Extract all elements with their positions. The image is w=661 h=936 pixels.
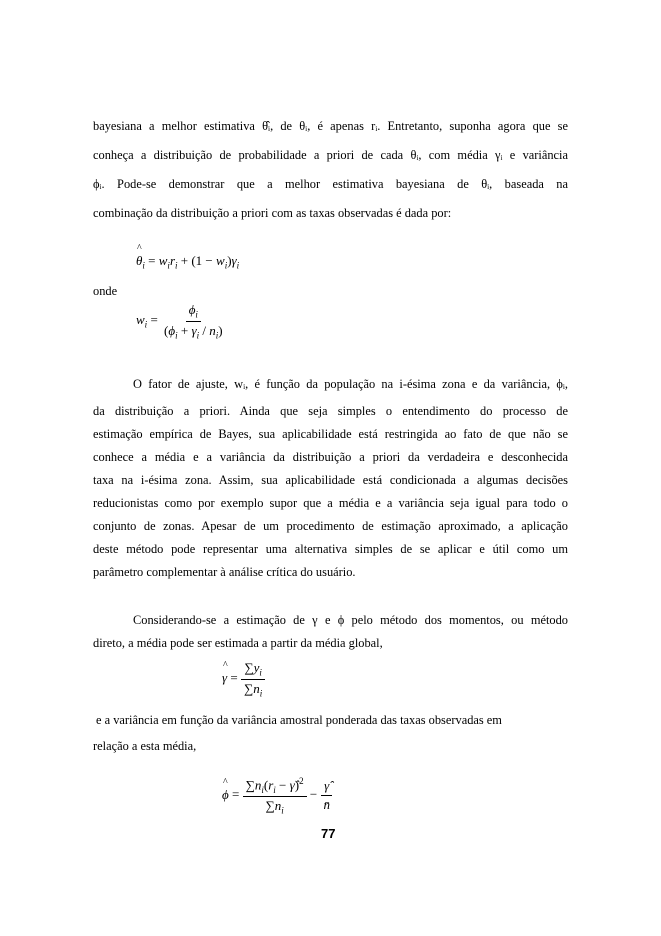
paragraph-line: Considerando-se a estimação de γ e ϕ pelo método dos momentos, ou método xyxy=(133,613,568,627)
paragraph-line: conheça a distribuição de probabilidade a priori de cada θᵢ, com média γᵢ e variância xyxy=(93,148,568,162)
paragraph-line: combinação da distribuição a priori com as taxas observadas é dada por: xyxy=(93,206,452,220)
paragraph-line: reducionistas como por exemplo supor que a média e a variância seja igual para todo o xyxy=(93,496,568,510)
paragraph-line: O fator de ajuste, wᵢ, é função da população na i-ésima zona e da variância, ϕᵢ, xyxy=(133,377,568,391)
paragraph-line: conjunto de zonas. Apesar de um procedimento de estimação aproximado, a aplicação xyxy=(93,519,568,533)
paragraph-line: estimação empírica de Bayes, sua aplicabilidade está restringida ao fato de que não se xyxy=(93,427,568,441)
page-number: 77 xyxy=(321,826,336,841)
paragraph-line: parâmetro complementar à análise crítica do usuário. xyxy=(93,565,356,579)
paragraph-line: deste método pode representar uma alternativa simples de se aplicar e útil como um xyxy=(93,542,568,556)
paragraph-line: ϕᵢ. Pode-se demonstrar que a melhor estimativa bayesiana de θᵢ, baseada na xyxy=(93,177,568,191)
paragraph-line: taxa na i-ésima zona. Assim, sua aplicabilidade está condicionada a algumas decisões xyxy=(93,473,568,487)
equation-global-mean: ^ γ = $\frac{\sum y_i}{\sum n_i}$ xyxy=(222,660,265,698)
equation-weight: $w_i$ = $\frac{\phi_i}{(\phi_i + \gamma_i / n_i)}$ xyxy=(136,302,223,341)
paragraph-line: relação a esta média, xyxy=(93,739,197,753)
paragraph-line: bayesiana a melhor estimativa θ̂ᵢ, de θᵢ, é apenas rᵢ. Entretanto, suponha agora que se xyxy=(93,119,568,133)
equation-variance: ^ ϕ = $\frac{\sum n_i(r_i - \gammâ)^2}{\sum n_i}$ − $\frac{\gammâ}{n̄}$ xyxy=(222,776,333,816)
paragraph-line: e a variância em função da variância amostral ponderada das taxas observadas em xyxy=(96,713,502,727)
paragraph-line: conhece a média e a variância da distribuição a priori da verdadeira e desconhecida xyxy=(93,450,568,464)
equation-bayes-estimate: ^ $\theta_i = w_ir_i + (1 - w_i)\gamma_i$ xyxy=(136,253,239,271)
paragraph-line: direto, a média pode ser estimada a partir da média global, xyxy=(93,636,383,650)
onde-label: onde xyxy=(93,284,118,298)
paragraph-line: da distribuição a priori. Ainda que seja simples o entendimento do processo de xyxy=(93,404,568,418)
